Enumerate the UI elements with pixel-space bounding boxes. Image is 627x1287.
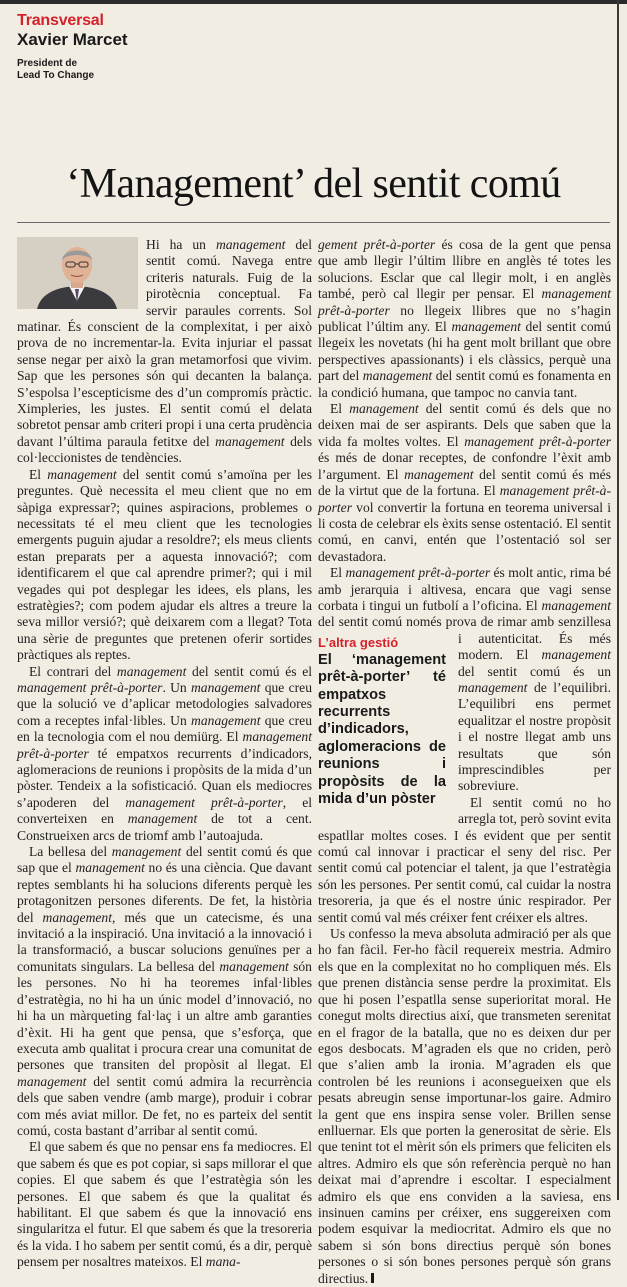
article-paragraph: La bellesa del management del sentit comú és que sap que el management no és una ciència. Que davant reptes semblants hi ha solucions diferents perquè les protagonitzen persones diferents. De fet, la història del management, més que un catecisme, és una invitació a la inspiració. Una invitació a la innovació i la transformació, a buscar solucions genuïnes per a comunitats singulars. La bellesa del management són les persones. No hi ha teoremes infal·libles d’estratègia, no hi ha un únic model d’innovació, no hi ha un màrqueting fal·laç i un altre amb garanties d’èxit. Hi ha gent que pensa, que s’esforça, que executa amb qualitat i procura crear una comunitat de persones que transiten del propòsit al llegat. El management del sentit comú admira la recurrència dels que saben vendre (amb marge), produir i cobrar com més aviat millor. De fet, no es parteix del sentit comú, costa bastant d’arribar al sentit comú. — [17, 844, 312, 1138]
article-paragraph: Us confesso la meva absoluta admiració per als que ho fan fàcil. Fer-ho fàcil requereix mestria. Admiro els que en la complexitat no ho compliquen més. Els que prenen distància sense perdre la proximitat. Els que hi posen l’espatlla sense superioritat moral. He conegut molts directius així, que transmeten serenitat en el fragor de la batalla, que no es deixen dur per egos desbocats. M’agraden els que no criden, però que s’alien amb la ironia. M’agraden els que controlen bé les reunions i aconsegueixen que els pesats abreugin sense importunar-los gaire. Admiro la gent que ens inspira sense voler. Brillen sense enlluernar. Els que porten la generositat de sèrie. Els que tenint tot el mèrit són els primers que feliciten els altres. Admiro els que són referència perquè no han deixat mai d’aprendre i escoltar. I especialment admiro els que ens conviden a la saviesa, ens insinuen camins per créixer, ens suggereixen com podem esquivar la mediocritat. Admiro els que no sabem si són bons directius perquè són bones persones o si són bones persones perquè són grans directius. — [318, 926, 611, 1286]
article-column-left — [17, 237, 312, 1271]
pull-quote — [318, 635, 446, 809]
article-column-right — [318, 237, 611, 1287]
article-paragraph: Hi ha un management del sentit comú. Navega entre criteris naturals. Fuig de la pirotècnia conceptual. Fa servir paraules corrents. Sol matinar. És conscient de la complexitat, i per això prova de no incrementar-la. Evita injuriar el passat sense negar per això la gran metamorfosi que vivim. Sap que les persones són qui decanten la balança. S’espolsa l’escepticisme des d’un compromís pràctic. Ximpleries, les justes. El sentit comú el delata sobretot pensar amb criteri propi i una certa prudència davant l’última paraula fetitxe del management dels col·leccionistes de tendències. — [17, 237, 312, 466]
article-paragraph: El que sabem és que no pensar ens fa mediocres. El que sabem és que es pot copiar, si saps millorar el que copies. El que sabem és que l’estratègia són les persones. El que sabem és que la qualitat és habilitant. El que sabem és que la innovació ens singularitza el futur. El que sabem és que la tresoreria és la vida. I ho sabem per sentit comú, és a dir, perquè pensem per nosaltres mateixos. El mana- — [17, 1139, 312, 1270]
pull-quote-label: L’altra gestió — [318, 634, 399, 650]
author-role-line: Lead To Change — [17, 70, 95, 81]
headline-rule — [17, 222, 610, 223]
article-paragraph: El management del sentit comú és dels que no deixen mai de ser aspirants. Dels que saben que la vida fa moltes voltes. El management prêt-à-porter és més de donar receptes, de confondre l’èxit amb l’argument. El management del sentit comú és més de la virtut que de la fortuna. El management prêt-à-porter vol convertir la fortuna en teorema universal i li costa de celebrar els èxits sense ostentació. El sentit comú, en canvi, entén que l’ostentació sol ser devastadora. — [318, 401, 612, 564]
top-rule — [0, 0, 627, 4]
section-label: Transversal — [17, 12, 104, 29]
avatar — [17, 237, 138, 309]
pull-quote-text: El ‘management prêt-à-porter’ té empatxos recurrents d’indicadors, aglomeracions de reunions i propòsits de la mida d’un pòster — [318, 651, 446, 807]
article-paragraph: El management del sentit comú s’amoïna per les preguntes. Què necessita el meu client que no em sàpiga expressar?; quines aspiracions, problemes o necessitats té el meu client que les tecnologies emergents puguin ajudar a resoldre?; els meus clients estan preparats per a aquesta innovació?; com identificarem el que cal aprendre primer?; qui i mil vegades qui pot desplegar les idees, els plans, les estratègies?; com podem ajudar els altres a treure la seva millor versió?; què deixarem com a llegat? Tota una sèrie de preguntes que pretenen oferir sortides pràctiques als reptes. — [17, 466, 313, 663]
author-role-line: President de — [17, 58, 78, 69]
article-paragraph: El contrari del management del sentit comú és el management prêt-à-porter. Un management que creu que la solució ve d’aplicar metodologies salvadores com a receptes infal·libles. Un management que creu en la tecnologia com el nou demiürg. El management prêt-à-porter té empatxos recurrents d’indicadors, aglomeracions de reunions i propòsits de la mida d’un pòster. Tendeix a la sofisticació. Quan els mediocres s’apoderen del management prêt-à-porter, el converteixen en management de tot a cent. Construeixen arcs de triomf amb l’autoajuda. — [17, 663, 313, 843]
author-role — [17, 58, 94, 82]
author-portrait — [17, 237, 138, 309]
article-paragraph: El management prêt-à-porter és molt antic, rima bé amb jerarquia i altivesa, encara que vagi sense corbata i tingui un futbolí a l’oficina. El management del sentit comú només prova de rimar amb L’altra gestió El ‘management prêt-à-porter’ té empatxos recurrents d’indicadors, aglomeracions de reunions i propòsits de la mida d’un pòster senzillesa i autenticitat. És més modern. El management del sentit comú és un management de l’equilibri. L’equilibri ens permet equalitzar el nostre propòsit i el nostre llegat amb uns resultats que són imprescindibles per sobreviure. — [318, 565, 611, 807]
article-paragraph: gement prêt-à-porter és cosa de la gent que pensa que amb llegir l’últim llibre en anglès té totes les solucions. Esclar que cal llegir molt, i en anglès també, però cal llegir per pensar. El management prêt-à-porter no llegeix llibres que no s’hagin publicat l’últim any. El management del sentit comú llegeix les novetats (hi ha gent molt brillant que obre perspectives apassionants) i els clàssics, perquè una part del management del sentit comú es fonamenta en la condició humana, que tampoc no canvia tant. — [318, 237, 612, 400]
author-name: Xavier Marcet — [17, 30, 128, 49]
article-paragraph: El sentit comú no ho arregla tot, però sovint evita espatllar moltes coses. I és evident que per sentit comú cal innovar i practicar el seny del risc. Per sentit comú cal potenciar el talent, ja que l’estratègia són les persones. Per sentit comú, cal cuidar la nostra tresoreria, ja que és el nostre únic respirador. Per sentit comú val més créixer fent créixer els altres. — [318, 794, 611, 925]
page-title: ‘Management’ del sentit comú — [66, 161, 561, 207]
end-mark — [371, 1273, 374, 1283]
